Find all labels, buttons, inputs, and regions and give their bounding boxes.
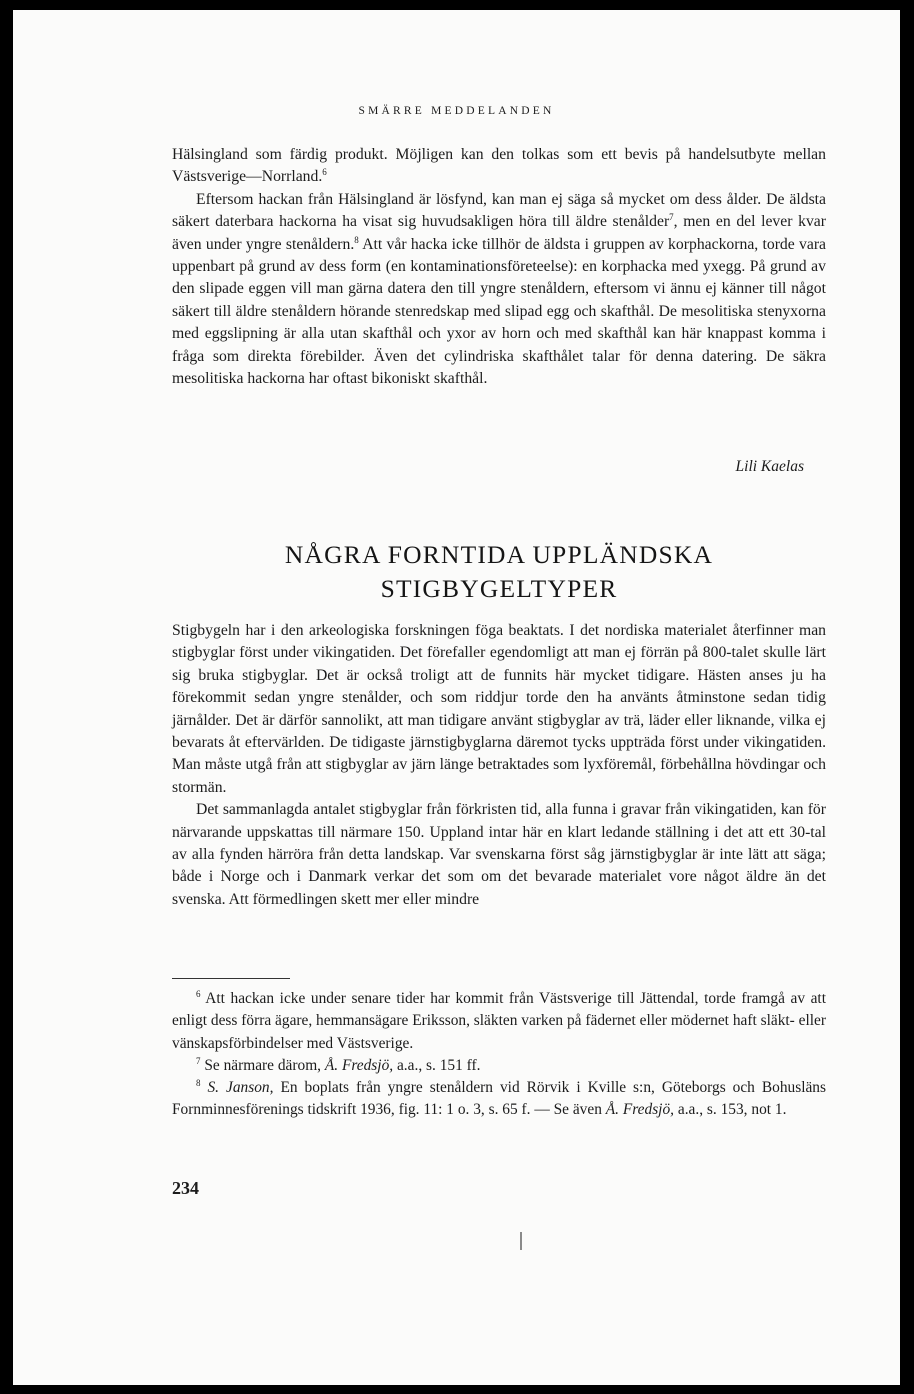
cited-author: Å. Fredsjö,	[324, 1056, 394, 1074]
footnote-text: Att hackan icke under senare tider har kommit från Västsverige till Jättendal, torde framgå av att enligt dess förra ägare, hemmansägare Eriksson, släkten varken på fädernet eller mödernet haft släkt- eller vänskapsförbindelser med Västsverige.	[172, 990, 826, 1052]
paragraph-text: Att vår hacka icke tillhör de äldsta i gruppen av korphackorna, torde vara uppenbart på grund av dess form (en kontaminationsföreteelse): en korphacka med yxegg. På grund av den slipade eggen vill man gärna datera den till yngre stenåldern, eftersom vi ännu ej känner till något säkert till äldre stenåldern hörande stenredskap med slipad egg och skafthål. De mesolitiska stenyxorna med eggslipning är alla utan skafthål och yxor av horn och med skafthål kan här knappast komma i fråga som direkta förebilder. Även det cylindriska skafthålet talar för denna datering. De säkra mesolitiska hackorna har oftast bikoniskt skafthål.	[172, 235, 827, 388]
article-title	[172, 538, 826, 606]
footnote-text: a.a., s. 151 ff.	[393, 1056, 481, 1074]
footnote-marker: 6	[196, 989, 201, 999]
paragraph	[172, 144, 826, 189]
paragraph-text: Eftersom hackan från Hälsingland är lösfynd, kan man ej säga så mycket om dess ålder. De äldsta säkert daterbara hackorna ha visat sig huvudsakligen höra till äldre stenålder	[172, 190, 826, 231]
paragraph-text: , men en del lever kvar även under yngre stenåldern.	[172, 213, 826, 253]
book-page	[13, 10, 900, 1385]
running-head: SMÄRRE MEDDELANDEN	[358, 105, 555, 117]
footnote-divider	[172, 978, 290, 979]
footnote-text: a.a., s. 153, not 1.	[674, 1101, 787, 1119]
title-line: STIGBYGELTYPER	[380, 574, 618, 603]
scan-speck	[520, 1232, 522, 1250]
footnote-text: En boplats från yngre stenåldern vid Rörvik i Kville s:n, Göteborgs och Bohusläns Fornminnesförenings tidskrift 1936, fig. 11: 1 o. 3, s. 65 f. — Se även	[172, 1079, 826, 1119]
title-line: NÅGRA FORNTIDA UPPLÄNDSKA	[284, 540, 714, 569]
page-number: 234	[172, 1178, 199, 1198]
cited-author: Å. Fredsjö,	[605, 1101, 675, 1119]
cited-author: S. Janson,	[207, 1079, 274, 1097]
footnotes	[172, 988, 826, 1122]
footnote-6	[172, 988, 826, 1055]
paragraph	[172, 189, 826, 391]
article-stigbyglar-text	[172, 620, 826, 911]
footnote-marker: 8	[196, 1078, 201, 1089]
footnote-marker: 7	[196, 1055, 201, 1066]
article-kaelas-text	[172, 144, 826, 390]
footnote-text: Se närmare därom,	[200, 1056, 325, 1074]
footnote-ref[interactable]: 8	[354, 234, 359, 245]
paragraph: Stigbygeln har i den arkeologiska forskningen föga beaktats. I det nordiska materialet återfinner man stigbyglar först under vikingatiden. Det förefaller egendomligt att man ej förrän på 800-talet skulle lärt sig bruka stigbyglar. Det är också troligt att de funnits här mycket tidigare. Hästen anses ju ha förekommit sedan yngre stenålder, och som riddjur torde den ha använts åtminstone sedan tidig järnålder. Det är därför sannolikt, att man tidigare använt stigbyglar av trä, läder eller liknande, vilka ej bevarats åt eftervärlden. De tidigaste järnstigbyglarna däremot tycks uppträda först under vikingatiden. Man måste utgå från att stigbyglar av järn länge betraktades som lyxföremål, förbehållna hövdingar och stormän.	[172, 622, 826, 796]
footnote-ref[interactable]: 7	[669, 212, 674, 223]
paragraph-text: Hälsingland som färdig produkt. Möjligen kan den tolkas som ett bevis på handelsutbyte mellan Västsverige—Norrland.	[172, 146, 826, 186]
author-signature: Lili Kaelas	[735, 458, 804, 475]
footnote-ref[interactable]: 6	[322, 167, 327, 178]
paragraph: Det sammanlagda antalet stigbyglar från förkristen tid, alla funna i gravar från vikingatiden, kan för närvarande uppskattas till närmare 150. Uppland intar här en klart ledande ställning i det att ett 30-tal av alla fynden härröra från detta landskap. Var svenskarna först såg järnstigbyglar är inte lätt att säga; både i Norge och i Danmark verkar det som om det bevarade materialet vore något äldre än det svenska. Att förmedlingen skett mer eller mindre	[172, 801, 826, 908]
footnote-8	[172, 1077, 826, 1122]
footnote-7	[172, 1055, 826, 1077]
